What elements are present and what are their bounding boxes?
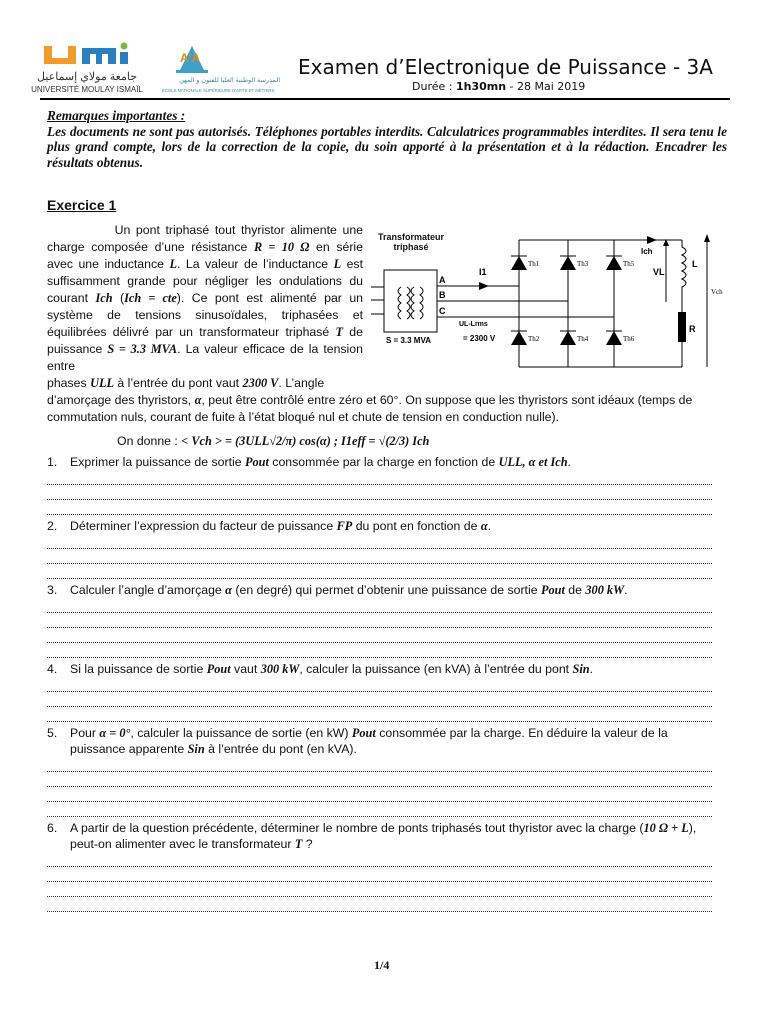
svg-text:L: L (692, 259, 698, 269)
svg-text:A'A: A'A (180, 51, 201, 65)
question-number: 5. (47, 726, 58, 740)
math-expression: T (294, 837, 303, 851)
text-run: . (567, 455, 571, 469)
text-run: . (487, 519, 492, 533)
text-run: Exprimer la puissance de sortie (70, 455, 245, 469)
question-6 (47, 820, 727, 852)
svg-text:R: R (689, 324, 696, 334)
exercise-intro-continued (47, 375, 727, 426)
answer-line[interactable] (47, 772, 712, 787)
svg-text:A: A (439, 275, 446, 285)
svg-text:UNIVERSITÉ MOULAY ISMAÏL: UNIVERSITÉ MOULAY ISMAÏL (31, 85, 143, 94)
text-run: A partir de la question précédente, déterminer le nombre de ponts triphasés tout thyristor avec la charge ( (70, 821, 644, 835)
question-text (70, 820, 725, 852)
answer-line[interactable] (47, 867, 712, 882)
math-expression: α (225, 583, 232, 597)
math-expression: Pout (540, 583, 565, 597)
question-number: 6. (47, 821, 58, 835)
math-expression: FP (336, 519, 353, 533)
math-expression: < Vch > = (3ULL√2/π) cos(α) ; I1eff = √(2/3) Ich (181, 434, 430, 448)
math-expression: S = 3.3 MVA (107, 342, 178, 356)
exercise-body (47, 222, 727, 912)
math-expression: α = 0° (99, 726, 131, 740)
svg-text:VL: VL (653, 267, 665, 277)
text-run: à l’entrée du pont vaut (113, 376, 243, 390)
text-run: consommée par la charge en fonction de (268, 455, 499, 469)
math-expression: Ich (95, 291, 113, 305)
text-run: en série avec une inductance (47, 240, 363, 271)
svg-text:C: C (439, 306, 446, 316)
page-number: 1/4 (374, 958, 390, 972)
questions (47, 454, 727, 912)
text-run: , calculer la puissance de sortie (en kW) (130, 726, 352, 740)
question-number: 1. (47, 455, 58, 469)
answer-line[interactable] (47, 549, 712, 564)
text-run: . La valeur efficace de la tension entre (47, 342, 363, 373)
text-run: ( (112, 291, 125, 305)
exam-duration: Durée : 1h30mn - 28 Mai 2019 (412, 80, 586, 93)
math-expression: L (169, 257, 177, 271)
math-expression: Sin (187, 742, 205, 756)
answer-line[interactable] (47, 677, 712, 692)
text-run: Si la puissance de sortie (70, 662, 207, 676)
math-expression: T (335, 325, 344, 339)
math-expression: α (194, 393, 202, 407)
math-expression: α (480, 519, 488, 533)
math-expression: ULL, α et Ich (498, 455, 568, 469)
answer-line[interactable] (47, 643, 712, 658)
svg-text:I1: I1 (479, 267, 487, 277)
math-expression: L (333, 257, 342, 271)
ensam-logo (160, 40, 280, 100)
question-number: 4. (47, 662, 58, 676)
text-run: . L’angle d’amorçage des thyristors, (47, 376, 325, 407)
svg-text:Th4: Th4 (577, 335, 589, 343)
answer-line[interactable] (47, 852, 712, 867)
question-4 (47, 661, 727, 677)
question-text (70, 518, 725, 534)
text-run: de puissance (47, 325, 363, 356)
question-5 (47, 725, 727, 757)
text-run: ), peut-on alimenter avec le transformateur (70, 821, 697, 851)
header-divider (40, 98, 730, 100)
answer-line[interactable] (47, 598, 712, 613)
text-run: de (564, 583, 586, 597)
text-run: , calculer la puissance (en kVA) à l’entrée du pont (299, 662, 573, 676)
question-text (70, 661, 725, 677)
math-expression: Ich = cte (124, 291, 177, 305)
text-run: Calculer l’angle d’amorçage (70, 583, 226, 597)
svg-text:= 2300 V: = 2300 V (463, 334, 496, 343)
answer-line[interactable] (47, 500, 712, 515)
text-run: On donne : (117, 434, 182, 448)
svg-text:S = 3.3 MVA: S = 3.3 MVA (386, 336, 431, 345)
math-expression: R = 10 Ω (253, 240, 310, 254)
answer-line[interactable] (47, 534, 712, 549)
text-run: consommée par la charge. En déduire la valeur de la puissance apparente (70, 726, 668, 756)
umi-logo (31, 42, 143, 104)
text-run: phases (47, 376, 91, 390)
exercise-title: Exercice 1 (47, 197, 117, 213)
question-1 (47, 454, 727, 470)
math-expression: Pout (351, 726, 376, 740)
text-run: ? (302, 837, 313, 851)
answer-line[interactable] (47, 692, 712, 707)
question-text (70, 582, 725, 598)
math-expression: 10 Ω + L (643, 821, 689, 835)
svg-text:ÉCOLE NATIONALE SUPÉRIEURE D'A: ÉCOLE NATIONALE SUPÉRIEURE D'ARTS ET MÉTIERS (162, 88, 275, 93)
svg-text:المدرسة الوطنية العليا للفنون: المدرسة الوطنية العليا للفنون و المهن (179, 77, 280, 84)
svg-text:Vch: Vch (711, 288, 723, 296)
answer-line[interactable] (47, 470, 712, 485)
remarks: Remarques importantes : Les documents ne sont pas autorisés. Téléphones portables interdits. Calculatrices programmables interdites. Il sera tenu le plus grand compte, lors de la correction de la copie, du soin apporté à la présentation et à la rédaction. Encadrer les résultats obtenus. (47, 108, 727, 170)
math-expression: Sin (572, 662, 590, 676)
text-run: à l’entrée du pont (en kVA). (204, 742, 357, 756)
answer-line[interactable] (47, 564, 712, 579)
transformer-label: Transformateur triphasé (377, 232, 445, 252)
answer-line[interactable] (47, 485, 712, 500)
svg-text:Th3: Th3 (577, 260, 589, 268)
text-run: du pont en fonction de (352, 519, 481, 533)
answer-line[interactable] (47, 757, 712, 772)
question-text (70, 725, 725, 757)
math-expression: 2300 V (242, 376, 279, 390)
svg-text:جامعة مولاي إسماعيل: جامعة مولاي إسماعيل (36, 71, 138, 83)
math-expression: ULL (90, 376, 114, 390)
question-3 (47, 582, 727, 598)
answer-line[interactable] (47, 628, 712, 643)
answer-line[interactable] (47, 707, 712, 722)
svg-text:UL-Lrms: UL-Lrms (459, 321, 488, 328)
answer-line[interactable] (47, 882, 712, 897)
math-expression: Pout (244, 455, 269, 469)
bridge-circuit (371, 212, 731, 372)
text-run: est suffisamment grande pour négliger les ondulations du courant (47, 257, 363, 305)
answer-line[interactable] (47, 787, 712, 802)
text-run: (en degré) qui permet d’obtenir une puissance de sortie (231, 583, 541, 597)
math-expression: 300 kW (585, 583, 625, 597)
question-2 (47, 518, 727, 534)
svg-text:Th1: Th1 (528, 260, 540, 268)
text-run: . La valeur de l’inductance (176, 257, 334, 271)
question-text (70, 454, 725, 470)
question-number: 3. (47, 583, 58, 597)
text-run: . (624, 583, 628, 597)
text-run: ). Ce pont est alimenté par un système de tensions sinusoïdales, triphasées et équilibrées délivré par un transformateur triphasé (47, 291, 364, 339)
text-run: vaut (230, 662, 261, 676)
svg-text:Ich: Ich (641, 247, 653, 256)
svg-text:Th5: Th5 (623, 260, 635, 268)
exam-title: Examen d’Electronique de Puissance - 3A (298, 55, 713, 79)
svg-text:B: B (439, 290, 446, 300)
text-run: Pour (70, 726, 100, 740)
text-run: Un pont triphasé tout thyristor alimente une charge composée d’une résistance (47, 223, 363, 254)
text-run: . (589, 662, 594, 676)
given-formula (117, 432, 727, 450)
answer-line[interactable] (47, 897, 712, 912)
answer-line[interactable] (47, 613, 712, 628)
answer-line[interactable] (47, 802, 712, 817)
math-expression: 300 kW (260, 662, 300, 676)
svg-text:Th6: Th6 (623, 335, 635, 343)
text-run: Déterminer l’expression du facteur de puissance (70, 519, 337, 533)
text-run: , peut être contrôlé entre zéro et 60°. On suppose que les thyristors sont idéaux (temps de commutation nuls, courant de fuite à l’état bloqué nul et chute de tension en conduction nulle). (47, 393, 693, 424)
question-number: 2. (47, 519, 58, 533)
svg-text:Th2: Th2 (528, 335, 540, 343)
math-expression: Pout (206, 662, 231, 676)
